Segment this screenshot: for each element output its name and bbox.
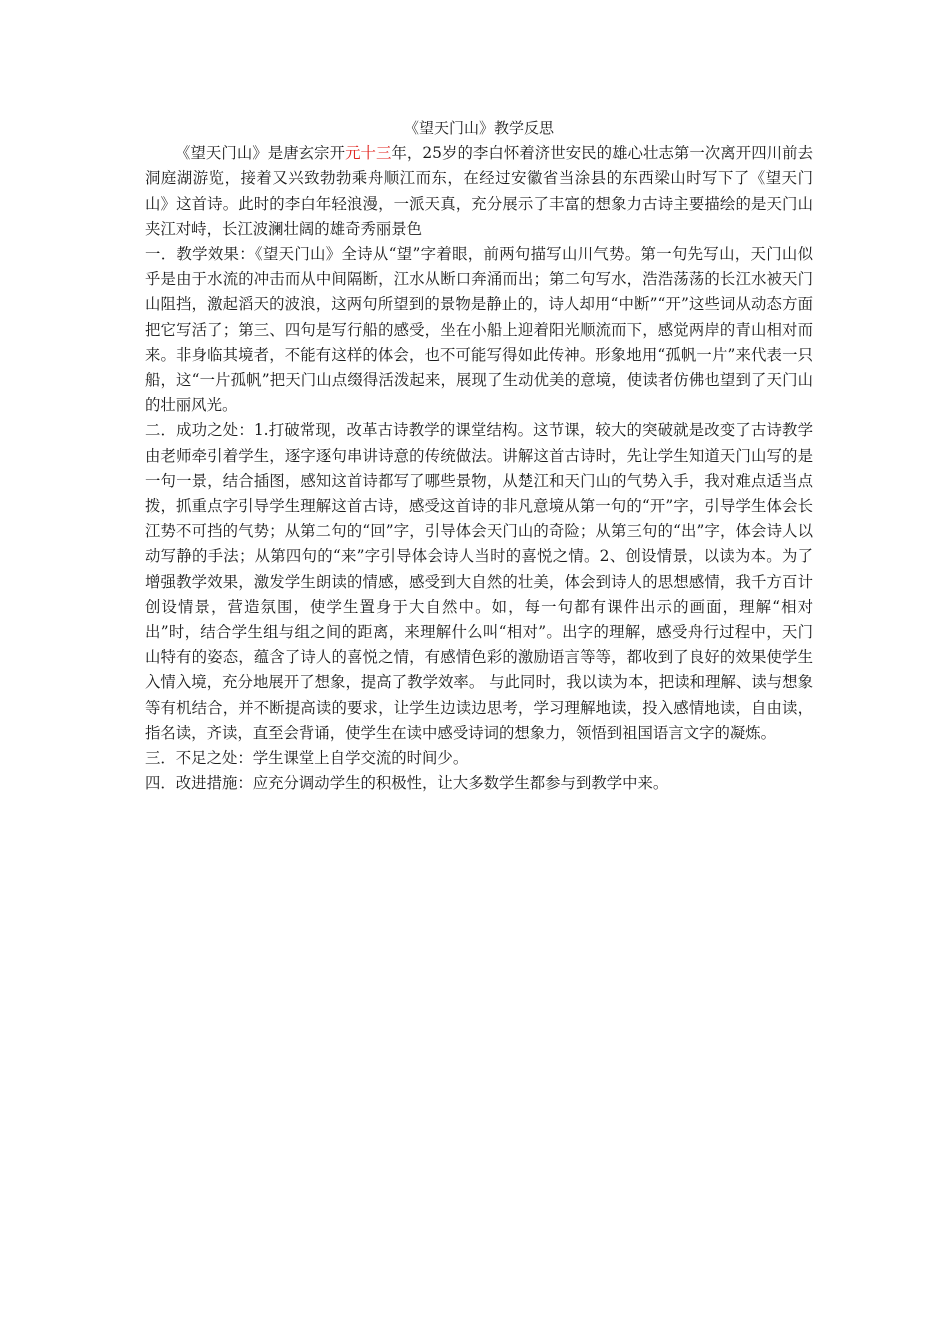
highlighted-text: 元十三 [345, 144, 392, 163]
document-title: 《望天门山》教学反思 [403, 119, 554, 137]
section-shortcomings: 三．不足之处：学生课堂上自学交流的时间少。 [145, 749, 469, 768]
section-teaching-effect: 一．教学效果：《望天门山》全诗从“望”字着眼，前两句描写山川气势。第一句先写山，天门山似乎是由于水流的冲击而从中间隔断，江水从断口奔涌而出；第二句写水，浩浩荡荡的长江水被天门山阻挡，激起滔天的波浪，这两句所望到的景物是静止的，诗人却用“中断”“开”这些词从动态方面把它写活了；第三、四句是写行船的感受，坐在小船上迎着阳光顺流而下，感觉两岸的青山相对而来。非身临其境者，不能有这样的体会，也不可能写得如此传神。形象地用“孤帆一片”来代表一只船，这“一片孤帆”把天门山点缀得活泼起来，展现了生动优美的意境，使读者仿佛也望到了天门山的壮丽风光。 [145, 245, 813, 415]
intro-text-end: 年，25岁的李白怀着济世安民的雄心壮志第一次离开四川前去洞庭湖游览，接着又兴致勃勃乘舟顺江而东，在经过安徽省当涂县的东西梁山时写下了《望天门山》这首诗。此时的李白年轻浪漫，一派天真，充分展示了丰富的想象力古诗主要描绘的是天门山夹江对峙，长江波澜壮阔的雄奇秀丽景色 [145, 144, 813, 238]
section-successes: 二．成功之处：1.打破常现，改革古诗教学的课堂结构。这节课，较大的突破就是改变了古诗教学由老师牵引着学生，逐字逐句串讲诗意的传统做法。讲解这首古诗时，先让学生知道天门山写的是一句一景，结合插图，感知这首诗都写了哪些景物，从楚江和天门山的气势入手，我对难点适当点拨，抓重点字引导学生理解这首古诗，感受这首诗的非凡意境从第一句的“开”字，引导学生体会长江势不可挡的气势；从第二句的“回”字，引导体会天门山的奇险；从第三句的“出”字，体会诗人以动写静的手法；从第四句的“来”字引导体会诗人当时的喜悦之情。2、创设情景，以读为本。为了增强教学效果，激发学生朗读的情感，感受到大自然的壮美，体会到诗人的思想感情，我千方百计创设情景，营造氛围，使学生置身于大自然中。如，每一句都有课件出示的画面，理解“相对出”时，结合学生组与组之间的距离，来理解什么叫“相对”。出字的理解，感受舟行过程中，天门山特有的姿态，蕴含了诗人的喜悦之情，有感情色彩的激励语言等等，都收到了良好的效果使学生入情入境，充分地展开了想象，提高了教学效率。 与此同时，我以读为本，把读和理解、读与想象等有机结合，并不断提高读的要求，让学生边读边思考，学习理解地读，投入感情地读，自由读，指名读，齐读，直至会背诵，使学生在读中感受诗词的想象力，领悟到祖国语言文字的凝炼。 [145, 421, 813, 742]
document-body [145, 116, 813, 796]
intro-text-start: 《望天门山》是唐玄宗开 [175, 144, 346, 163]
section-improvements: 四．改进措施：应充分调动学生的积极性，让大多数学生都参与到教学中来。 [145, 774, 669, 793]
intro-paragraph [145, 141, 813, 242]
